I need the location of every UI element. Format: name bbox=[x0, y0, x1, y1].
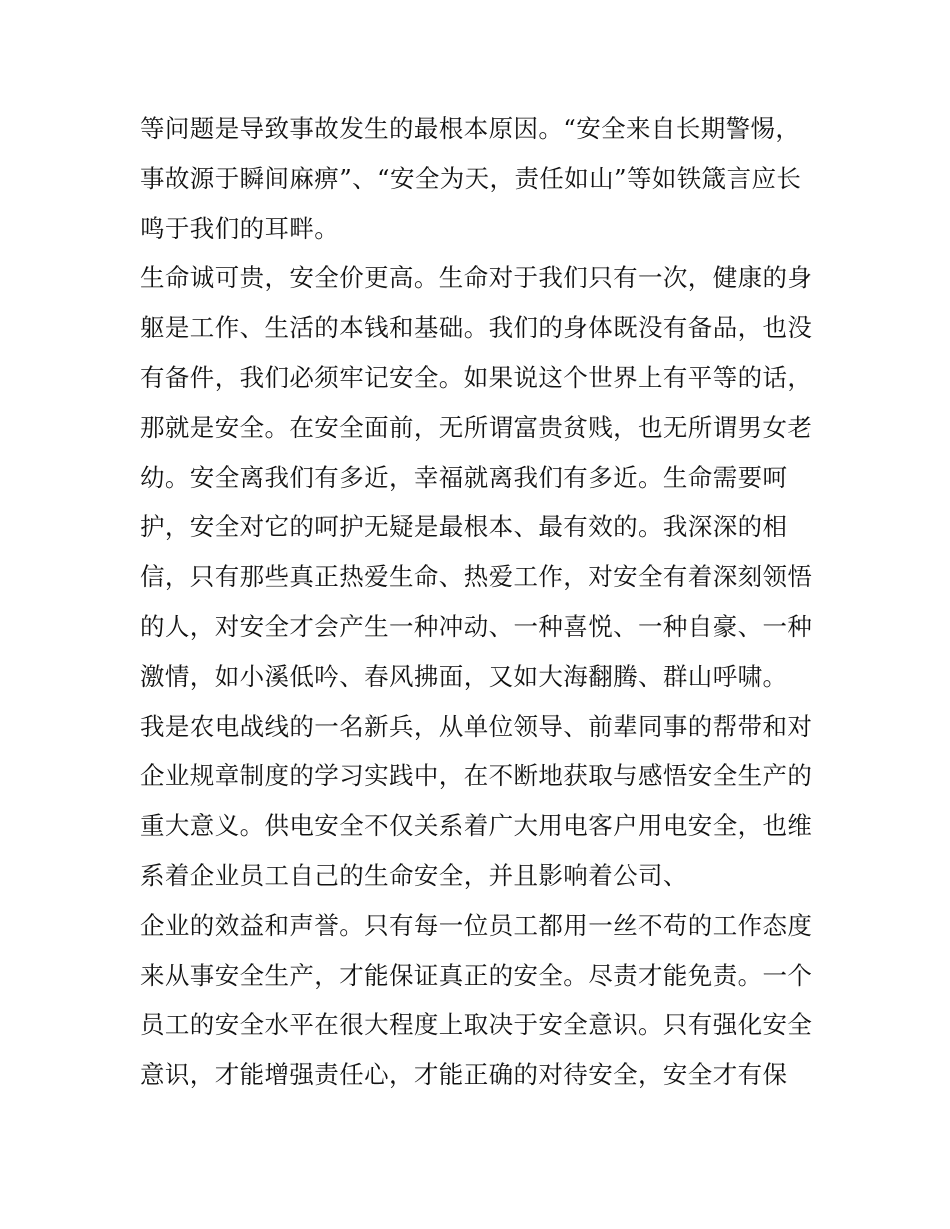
text-line: 我是农电战线的一名新兵，从单位领导、前辈同事的帮带和对 bbox=[140, 711, 813, 741]
text-line: 生命诚可贵，安全价更高。生命对于我们只有一次，健康的身 bbox=[140, 263, 813, 293]
text-line: 激情，如小溪低吟、春风拂面，又如大海翻腾、群山呼啸。 bbox=[140, 661, 788, 691]
text-line: 的人，对安全才会产生一种冲动、一种喜悦、一种自豪、一种 bbox=[140, 611, 813, 641]
text-line: 意识，才能增强责任心，才能正确的对待安全，安全才有保 bbox=[140, 1060, 788, 1090]
text-line: 事故源于瞬间麻痹”、“安全为天，责任如山”等如铁箴言应长 bbox=[140, 163, 802, 193]
text-line: 那就是安全。在安全面前，无所谓富贵贫贱，也无所谓男女老 bbox=[140, 412, 813, 442]
text-line: 等问题是导致事故发生的最根本原因。“安全来自长期警惕， bbox=[140, 114, 801, 143]
text-line: 信，只有那些真正热爱生命、热爱工作，对安全有着深刻领悟 bbox=[140, 562, 813, 592]
text-line: 有备件，我们必须牢记安全。如果说这个世界上有平等的话， bbox=[140, 362, 813, 392]
text-line: 系着企业员工自己的生命安全，并且影响着公司、 bbox=[140, 860, 688, 890]
text-line: 幼。安全离我们有多近，幸福就离我们有多近。生命需要呵 bbox=[140, 462, 788, 492]
text-line: 重大意义。供电安全不仅关系着广大用电客户用电安全，也维 bbox=[140, 811, 813, 841]
text-line: 企业的效益和声誉。只有每一位员工都用一丝不苟的工作态度 bbox=[140, 910, 813, 940]
document-body bbox=[140, 104, 820, 1100]
text-line: 员工的安全水平在很大程度上取决于安全意识。只有强化安全 bbox=[140, 1010, 813, 1040]
text-line: 来从事安全生产，才能保证真正的安全。尽责才能免责。一个 bbox=[140, 960, 813, 990]
text-line: 护，安全对它的呵护无疑是最根本、最有效的。我深深的相 bbox=[140, 512, 788, 542]
text-line: 躯是工作、生活的本钱和基础。我们的身体既没有备品，也没 bbox=[140, 313, 813, 343]
text-line: 鸣于我们的耳畔。 bbox=[140, 213, 340, 243]
text-line: 企业规章制度的学习实践中，在不断地获取与感悟安全生产的 bbox=[140, 761, 813, 791]
